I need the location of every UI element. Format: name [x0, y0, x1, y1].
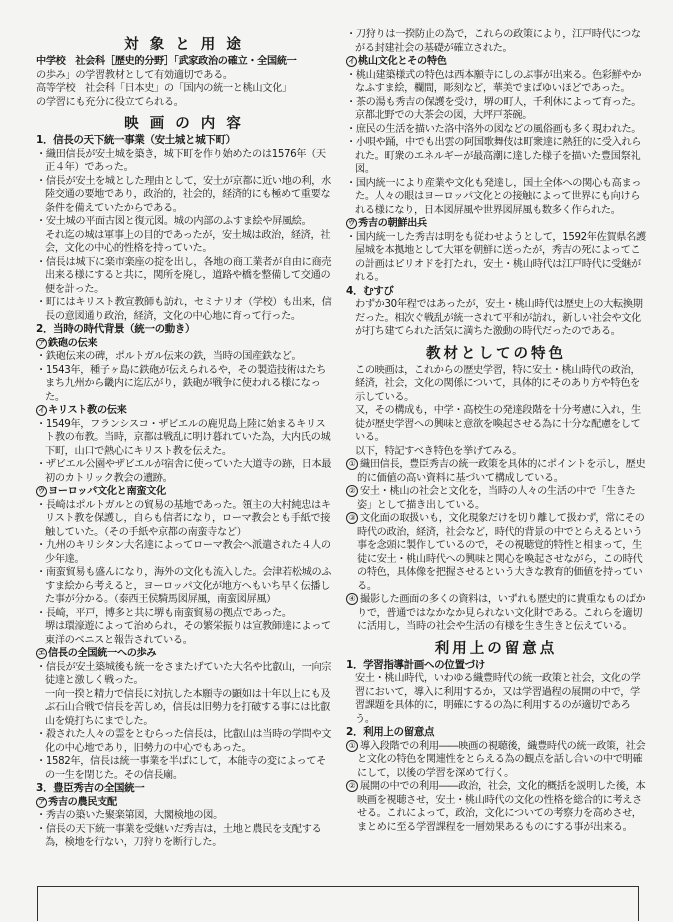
circled-label: ア	[36, 338, 47, 349]
subsection-heading	[36, 337, 332, 351]
notes-2-heading: 2．利用上の留意点	[346, 726, 435, 738]
subsection-heading	[346, 55, 646, 69]
subsection-heading	[36, 796, 332, 810]
numbered-item	[346, 780, 646, 834]
numbered-text: 撮影した画面の多くの資料は，いずれも歴史的に貴重なものばかりで，普通ではなかなか見られない文化財である。これらを適切に活用し，当時の社会や生活の有様を生き生きと伝えている。	[357, 594, 646, 632]
subsection-title: 信長の全国統一への歩み	[48, 648, 157, 659]
section-1-heading: 1．信長の天下統一事業（安土城と城下町）	[36, 134, 236, 146]
subsection-title: 秀吉の朝鮮出兵	[358, 218, 427, 229]
list-item: ・ 鉄砲伝来の碑，ポルトガル伝来の鉄，当時の国産鉄など。	[36, 350, 332, 364]
circled-label: イ	[36, 405, 47, 416]
list-item: ・ 南蛮貿易も盛んになり，海外の文化も流入した。会津若松城のふすま絵から考えると，ヨーロッパ文化が地方へもいち早く伝播した事が分かる。（泰西王侯騎馬図屏風，南蛮図屏風）	[36, 566, 332, 607]
notes-1-heading: 1．学習指導計画への位置づけ	[346, 658, 485, 671]
numbered-item	[346, 512, 646, 593]
circled-label: エ	[36, 648, 47, 659]
list-item: ・ 織田信長が安土城を築き，城下町を作り始めたのは1576年（天正４年）であった。	[36, 148, 332, 175]
list-item: ・ 信長は城下に楽市楽座の掟を出し，各地の商工業者が自由に商売出来る様にすると共に，関所を廃し，道路や橋を整備して交通の便を計った。	[36, 256, 332, 297]
number-mark: ③	[346, 512, 358, 524]
paragraph: 以下，特記すべき特色を挙げてみる。	[355, 445, 523, 457]
title-contents: 映 画 の 内 容	[124, 116, 244, 132]
title-features: 教材としての特色	[426, 345, 566, 362]
section-2-heading: 2．当時の時代背景（統一の動き）	[36, 323, 196, 335]
list-item: ・ 桃山建築様式の特色は西本願寺にしのぶ事が出来る。色彩鮮やかなふすま絵，欄間，彫刻など，華美でまばゆいほどであった。	[346, 69, 646, 96]
number-mark: ①	[346, 458, 358, 470]
numbered-item	[346, 740, 646, 781]
paragraph: この映画は，これからの歴史学習，特に安土・桃山時代の政治，経済，社会，文化の関係について，具体的にそのあり方や特色を示している。	[355, 364, 641, 403]
paragraph: 又，その構成も，中学・高校生の発達段階を十分考慮に入れ，生徒が歴史学習への興味と意欲を喚起させる為に十分な配慮をしている。	[355, 405, 641, 443]
numbered-item	[346, 458, 646, 485]
list-item: ・ 信長の天下統一事業を受継いだ秀吉は，土地と農民を支配する為，検地を行ない，刀狩りを断行した。	[36, 823, 332, 850]
subsection-title: 鉄砲の伝来	[48, 337, 98, 349]
numbered-item	[346, 593, 646, 634]
numbered-text: 文化面の取扱いも，文化現象だけを切り離して扱わず，常にその時代の政治，経済，社会など，時代的背景の中でとらえるという事を念頭に製作しているので，その視聴覚的特性と相まって，生徒に安土・桃山時代への興味と関心を喚起させながら，この時代の特色，具体像を把握させるという大きな教育的価値を持っている。	[357, 513, 645, 592]
list-item: ・ 秀吉の築いた聚楽第図，大閣検地の図。	[36, 809, 332, 823]
numbered-text: 安土・桃山の社会と文化を，当時の人々の生活の中で「生きた姿」として描き出している。	[357, 486, 636, 511]
list-item: ・ 信長が安土築城後も統一をさまたげていた大名や比叡山，一向宗徒達と激しく戦った。	[36, 661, 332, 688]
list-item: ・ 刀狩りは一揆防止の為で，これらの政策により，江戸時代につながる封建社会の基礎が確立された。	[346, 28, 646, 55]
subsection-title: ヨーロッパ文化と南蛮文化	[48, 486, 166, 497]
number-mark: ④	[346, 593, 358, 605]
circled-label: イ	[346, 56, 357, 67]
target-line-4: の学習にも充分に役立てられる。	[36, 96, 184, 108]
numbered-text: 織田信長，豊臣秀吉の統一政策を具体的にポイントを示し，歴史的に価値の高い資料に基づいて構成している。	[357, 459, 646, 484]
list-item: ・ 殺された人々の霊をとむらった信長は，比叡山は当時の学問や文化の中心地であり，旧勢力の中心でもあった。	[36, 728, 332, 755]
target-line-2: の歩み」の学習教材として有効適切である。	[36, 69, 233, 81]
list-item: ・ 長崎，平戸，博多と共に堺も南蛮貿易の拠点であった。	[36, 607, 332, 621]
subsection-heading	[36, 404, 332, 418]
subsection-heading	[36, 647, 332, 661]
subsection-title: 桃山文化とその特色	[358, 56, 447, 67]
circled-label: ウ	[36, 486, 47, 497]
list-item: ・ 国内統一した秀吉は明をも従わせようとして，1592年佐賀県名護屋城を本拠地として大軍を朝鮮に送ったが，秀吉の死によってこの計画はピリオドを打たれ，安土・桃山時代は江戸時代に受継がれる。	[346, 231, 646, 285]
list-item: ・ 1543年，種子ヶ島に鉄砲が伝えられるや，その製造技術はたちまち九州から畿内に迄広がり，鉄砲が戦争に使われる様になった。	[36, 364, 332, 405]
section-3-heading: 3．豊臣秀吉の全国統一	[36, 782, 145, 794]
number-mark: ②	[346, 780, 358, 792]
paragraph: わずか30年程ではあったが，安土・桃山時代は歴史上の大転換期だった。相次ぐ戦乱が統一されて平和が訪れ，新しい社会や文化が打ち建てられた活気に満ちた激動の時代だったのである。	[355, 299, 643, 337]
subsection-title: 秀吉の農民支配	[48, 796, 117, 808]
list-item: ・ 1549年，フランシスコ・ザビエルの鹿児島上陸に始まるキリスト教の布教。当時，京都は戦乱に明け暮れていた為，大内氏の城下町，山口で熱心にキリスト教を伝えた。	[36, 418, 332, 459]
subsection-heading	[346, 217, 646, 231]
list-item: ・ 庶民の生活を描いた洛中洛外の図などの風俗画も多く現われた。	[346, 123, 646, 137]
target-line-3: 高等学校 社会科「日本史」の「国内の統一と桃山文化」	[36, 83, 292, 94]
right-column	[346, 0, 646, 834]
list-item: ・ 長崎はポルトガルとの貿易の基地であった。領主の大村純忠はキリスト教を保護し，自らも信者になり，ローマ教会とも手紙で接触していた。（その手紙や京都の南蛮寺など）	[36, 499, 332, 540]
list-item: ・ 安土城の平面古図と復元図。城の内部のふすま絵や屏風絵。	[36, 215, 332, 229]
numbered-item	[346, 485, 646, 512]
list-item: ・ 国内統一により産業や文化も発達し，国土全体への関心も高まった。人々の眼はヨーロッパ文化との接触によって世界にも向けられる様になり，日本図屏風や世界図屏風も数多く作られた。	[346, 177, 646, 218]
list-item: ・ 1582年，信長は統一事業を半ばにして，本能寺の変によってその一生を閉じた。その信長廟。	[36, 755, 332, 782]
numbered-text: 導入段階での利用――映画の視聴後，織豊時代の統一政策，社会と文化の特色を関連性をとらえる為の観点を話し合いの中で明確にして，以後の学習を深めて行く。	[357, 740, 646, 779]
paragraph: 一向一揆と精力で信長に対抗した本願寺の顕如は十年以上にも及ぶ石山合戦で信長を苦しめ，信長は旧勢力を打破する事には比叡山を焼打ちにまでした。	[45, 688, 331, 727]
list-item: ・ 信長が安土を城とした理由として，安土が京都に近い地の利，水陸交通の要地であり，政治的，社会的，経済的にも極めて重要な条件を備えていたからである。	[36, 175, 332, 216]
number-mark: ①	[346, 740, 358, 752]
subsection-title: キリスト教の伝来	[48, 405, 127, 416]
section-4-heading: 4．むすび	[346, 284, 394, 297]
list-item: ・ 小唄や踊，中でも出雲の阿国歌舞伎は町衆達に熱狂的に受入れられた。町衆のエネルギーが最高潮に達した様子を描いた豊国祭礼図。	[346, 136, 646, 177]
list-item: ・ 町にはキリスト教宣教師も訪れ，セミナリオ（学校）も出来，信長の意図通り政治，経済，文化の中心地に育って行った。	[36, 296, 332, 323]
subsection-heading	[36, 485, 332, 499]
title-target: 対 象 と 用 途	[124, 37, 244, 53]
footer-box	[37, 886, 639, 921]
paragraph: それ迄の城は軍事上の目的であったが，安土城は政治，経済，社会，文化の中心的性格を持っていた。	[45, 229, 331, 254]
list-item: ・ 茶の湯も秀吉の保護を受け，堺の町人，千利休によって育った。京都北野での大茶会の図，大坪戸茶碗。	[346, 96, 646, 123]
list-item: ・ 九州のキリシタン大名達によってローマ教会へ派遣された４人の少年達。	[36, 539, 332, 566]
list-item: ・ ザビエル公園やザビエルが宿舎に使っていた大道寺の跡，日本最初のカトリック教会の遺跡。	[36, 458, 332, 485]
numbered-text: 展開の中での利用――政治，社会，文化的概括を説明した後，本映画を視聴させ，安土・桃山時代の文化の性格を総合的に考えさせる。これによって，政治，文化についての考察力を高めさせ，まとめに至る学習課程を一層効果あるものにする事が出来る。	[357, 781, 646, 833]
paragraph: 安土・桃山時代，いわゆる織豊時代の統一政策と社会，文化の学習において，導入に利用するか，又は学習過程の展開の中で，学習課題を具体的に，明確にするの為に利用するのが適切であろう。	[355, 673, 641, 725]
number-mark: ②	[346, 485, 358, 497]
left-column	[36, 0, 332, 850]
circled-label: ア	[36, 797, 47, 808]
title-notes: 利用上の留意点	[434, 640, 558, 657]
paragraph: 堺は環濠遊によって治められ，その繁栄振りは宣教師達によって東洋のベニスと報告されている。	[45, 621, 331, 646]
circled-label: ウ	[346, 218, 357, 229]
target-line-1: 中学校 社会科［歴史的分野］「武家政治の確立・全国統一	[36, 56, 297, 67]
